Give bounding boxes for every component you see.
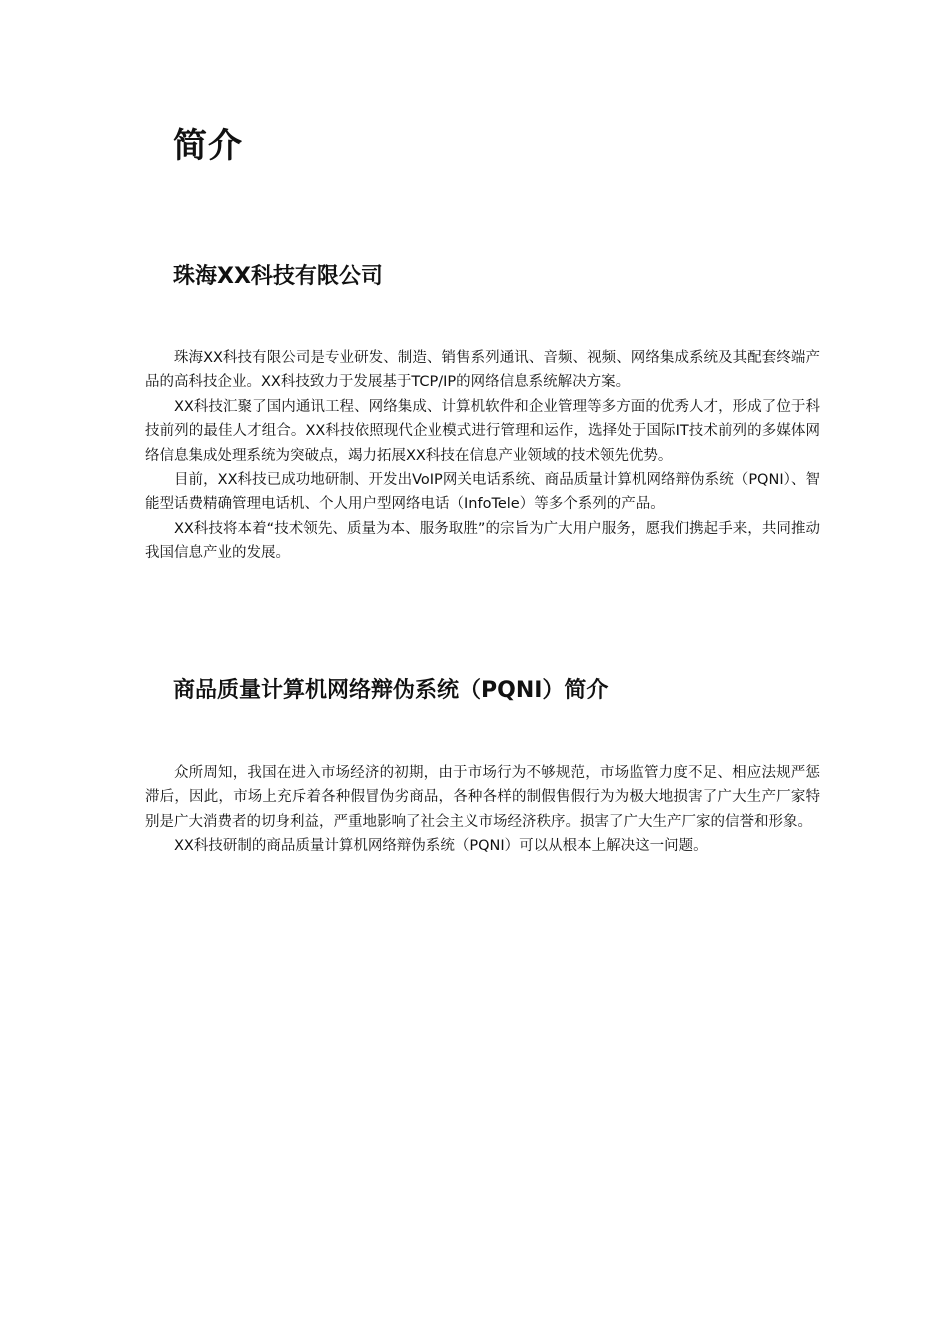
paragraph: 目前，XX科技已成功地研制、开发出VoIP网关电话系统、商品质量计算机网络辩伪系统（PQNI）、智能型话费精确管理电话机、个人用户型网络电话（InfoTele）等多个系列的产品。	[145, 472, 820, 513]
paragraph: XX科技研制的商品质量计算机网络辩伪系统（PQNI）可以从根本上解决这一问题。	[174, 838, 708, 855]
section-body-pqni	[145, 761, 820, 859]
paragraph: 珠海XX科技有限公司是专业研发、制造、销售系列通讯、音频、视频、网络集成系统及其配套终端产品的高科技企业。XX科技致力于发展基于TCP/IP的网络信息系统解决方案。	[145, 350, 820, 391]
paragraph: 众所周知，我国在进入市场经济的初期，由于市场行为不够规范，市场监管力度不足、相应法规严惩滞后，因此，市场上充斥着各种假冒伪劣商品，各种各样的制假售假行为为极大地损害了广大生产厂家特别是广大消费者的切身利益，严重地影响了社会主义市场经济秩序。损害了广大生产厂家的信誉和形象。	[145, 765, 820, 830]
paragraph: XX科技将本着“技术领先、质量为本、服务取胜”的宗旨为广大用户服务，愿我们携起手来，共同推动我国信息产业的发展。	[145, 520, 820, 562]
section-heading-pqni: 商品质量计算机网络辩伪系统（PQNI）简介	[173, 678, 609, 703]
page-title: 简介	[173, 126, 243, 166]
section-heading-company: 珠海XX科技有限公司	[173, 264, 383, 289]
section-body-company	[145, 346, 820, 566]
paragraph: XX科技汇聚了国内通讯工程、网络集成、计算机软件和企业管理等多方面的优秀人才，形成了位于科技前列的最佳人才组合。XX科技依照现代企业模式进行管理和运作，选择处于国际IT技术前列的多媒体网络信息集成处理系统为突破点，竭力拓展XX科技在信息产业领域的技术领先优势。	[145, 398, 820, 464]
